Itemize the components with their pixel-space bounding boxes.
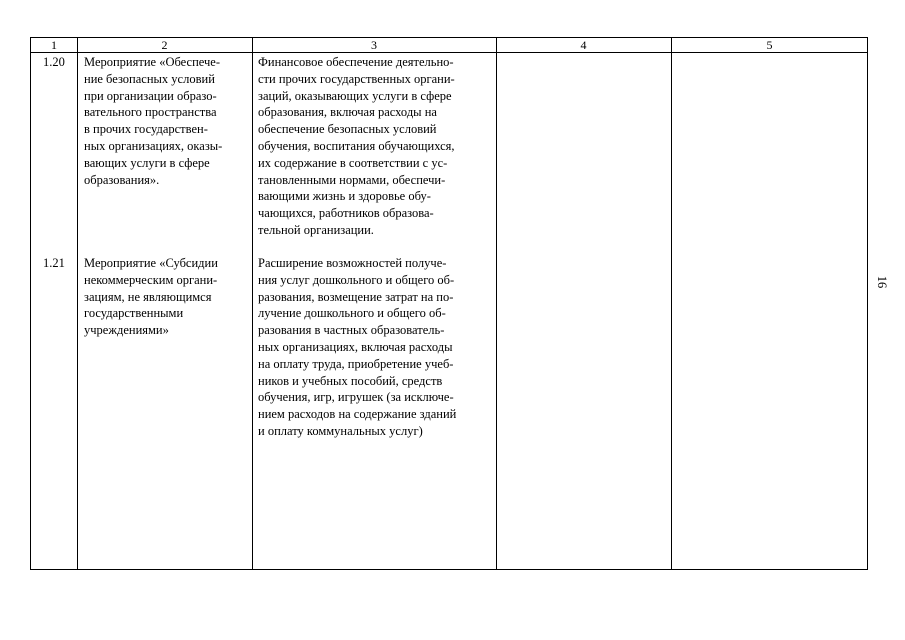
header-divider [31, 52, 867, 53]
column-divider [671, 38, 672, 569]
column-divider [252, 38, 253, 569]
column-header-3: 3 [371, 38, 377, 52]
event-name: Мероприятие «Субсидии некоммерческим органи- зациям, не являющимся государственными учреждениями» [84, 256, 218, 338]
event-description: Финансовое обеспечение деятельно- сти прочих государственных органи- заций, оказывающих услуги в сфере образования, включая расходы на обеспечение безопасных условий обучения, воспитания обучающихся, их содержание в соответствии с ус- тановленными нормами, обеспечи- вающими жизнь и здоровье обу- чающихся, работников образова- тельной организации. [258, 55, 455, 237]
event-name: Мероприятие «Обеспече- ние безопасных условий при организации образо- вательного пространства в прочих государствен- ных организациях, оказы- вающих услуги в сфере образования». [84, 55, 223, 187]
column-header-5: 5 [766, 38, 773, 52]
column-header-4: 4 [580, 38, 587, 52]
column-divider [77, 38, 78, 569]
document-table [30, 37, 868, 570]
column-divider [496, 38, 497, 569]
row-number: 1.21 [43, 256, 65, 270]
column-header-2: 2 [161, 38, 168, 52]
event-description: Расширение возможностей получе- ния услуг дошкольного и общего об- разования, возмещение затрат на по- лучение дошкольного и общего об- разования в частных образователь- ных организациях, включая расходы на оплату труда, приобретение учеб- ников и учебных пособий, средств обучения, игр, игрушек (за исключе- нием расходов на содержание зданий и оплату коммунальных услуг) [258, 256, 457, 438]
column-header-1: 1 [51, 38, 57, 52]
page-number: 16 [875, 275, 889, 289]
row-number: 1.20 [43, 55, 65, 69]
